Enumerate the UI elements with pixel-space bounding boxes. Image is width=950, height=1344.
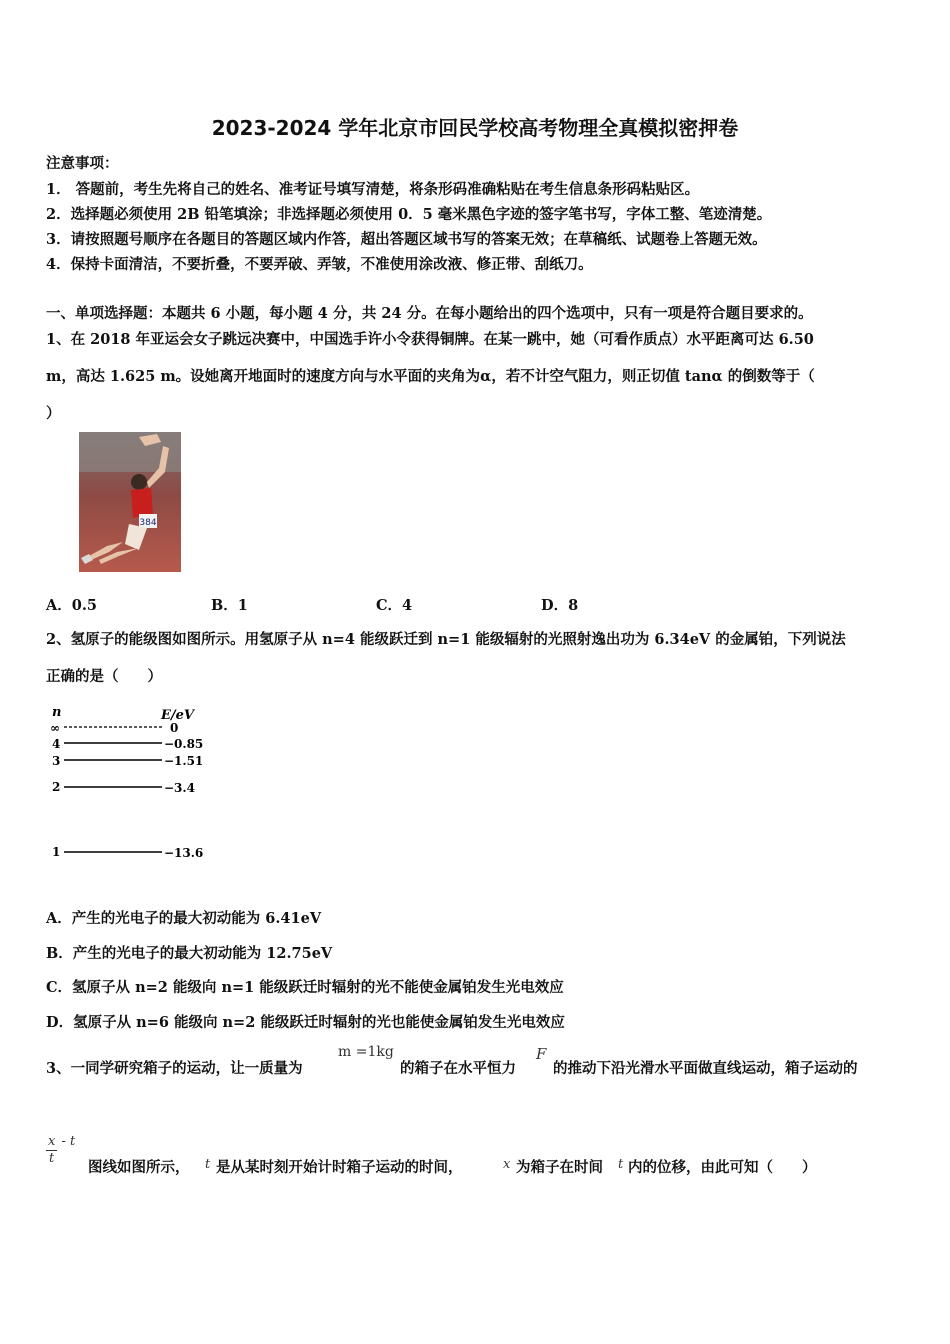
notice-item-3: 3．请按照题号顺序在各题目的答题区域内作答，超出答题区域书写的答案无效；在草稿纸、试题卷上答题无效。 [46, 231, 767, 248]
q3-line1-part3: 的推动下沿光滑水平面做直线运动，箱子运动的 [553, 1060, 858, 1077]
level-e-1: −13.6 [164, 846, 204, 860]
level-e-2: −3.4 [164, 781, 195, 795]
q2-option-d: D．氢原子从 n=6 能级向 n=2 能级跃迁时辐射的光也能使金属铂发生光电效应 [46, 1014, 565, 1031]
long-jump-photo [79, 432, 181, 572]
level-n-1: 1 [52, 845, 61, 859]
q1-option-c: C．4 [376, 597, 413, 614]
level-n-2: 2 [52, 780, 61, 794]
q1-option-d: D．8 [541, 597, 579, 614]
q3-mass: m =1kg [338, 1044, 394, 1060]
q3-var-t2: t [618, 1157, 624, 1172]
q3-line2-part2: 是从某时刻开始计时箱子运动的时间， [216, 1159, 463, 1176]
q3-line2-part3: 为箱子在时间 [516, 1159, 603, 1176]
q3-fraction [46, 1134, 75, 1167]
q3-var-x: x [503, 1157, 511, 1172]
section-heading: 一、单项选择题：本题共 6 小题，每小题 4 分，共 24 分。在每小题给出的四个选项中，只有一项是符合题目要求的。 [46, 305, 813, 322]
q1-line1: 1、在 2018 年亚运会女子跳远决赛中，中国选手许小令获得铜牌。在某一跳中，她（可看作质点）水平距离可达 6.50 [46, 331, 814, 348]
q3-line2-part4: 内的位移，由此可知（ ） [628, 1159, 817, 1176]
q3-line1-part1: 3、一同学研究箱子的运动，让一质量为 [46, 1060, 303, 1077]
notice-item-4: 4．保持卡面清洁，不要折叠，不要弄破、弄皱，不准使用涂改液、修正带、刮纸刀。 [46, 256, 593, 273]
level-n-3: 3 [52, 754, 61, 768]
bib-number: 384 [139, 518, 157, 528]
q3-frac-tail: - t [61, 1134, 76, 1149]
diagram-e-header: E/eV [161, 708, 195, 723]
q1-line2: m，高达 1.625 m。设她离开地面时的速度方向与水平面的夹角为α，若不计空气阻力，则正切值 tanα 的倒数等于（ [46, 368, 815, 385]
diagram-n-header: n [52, 705, 62, 720]
q1-option-a: A．0.5 [46, 597, 97, 614]
q2-option-a: A．产生的光电子的最大初动能为 6.41eV [46, 910, 322, 927]
q2-line1: 2、氢原子的能级图如图所示。用氢原子从 n=4 能级跃迁到 n=1 能级辐射的光照射逸出功为 6.34eV 的金属铂，下列说法 [46, 631, 846, 648]
q3-line1-part2: 的箱子在水平恒力 [400, 1060, 516, 1077]
notice-item-1: 1． 答题前，考生先将自己的姓名、准考证号填写清楚，将条形码准确粘贴在考生信息条形码粘贴区。 [46, 181, 700, 198]
q2-option-c: C．氢原子从 n=2 能级向 n=1 能级跃迁时辐射的光不能使金属铂发生光电效应 [46, 979, 564, 996]
q2-option-b: B．产生的光电子的最大初动能为 12.75eV [46, 945, 333, 962]
q3-line2-part1: 图线如图所示， [88, 1159, 190, 1176]
level-e-3: −1.51 [164, 754, 204, 768]
q3-force: F [536, 1045, 547, 1063]
level-e-inf: 0 [170, 721, 179, 735]
q2-line2: 正确的是（ ） [46, 668, 162, 685]
level-n-4: 4 [52, 737, 61, 751]
q1-line3: ） [46, 405, 61, 422]
notice-item-2: 2．选择题必须使用 2B 铅笔填涂；非选择题必须使用 0．5 毫米黑色字迹的签字笔书写，字体工整、笔迹清楚。 [46, 206, 772, 223]
level-e-4: −0.85 [164, 737, 204, 751]
q1-option-b: B．1 [211, 597, 248, 614]
q3-var-t1: t [205, 1157, 211, 1172]
level-n-inf: ∞ [50, 721, 60, 735]
page-title: 2023-2024 学年北京市回民学校高考物理全真模拟密押卷 [211, 116, 739, 140]
notice-heading: 注意事项： [46, 155, 119, 172]
q3-frac-den: t [49, 1151, 55, 1166]
energy-level-diagram [44, 702, 214, 872]
q3-frac-num: x [48, 1134, 56, 1149]
